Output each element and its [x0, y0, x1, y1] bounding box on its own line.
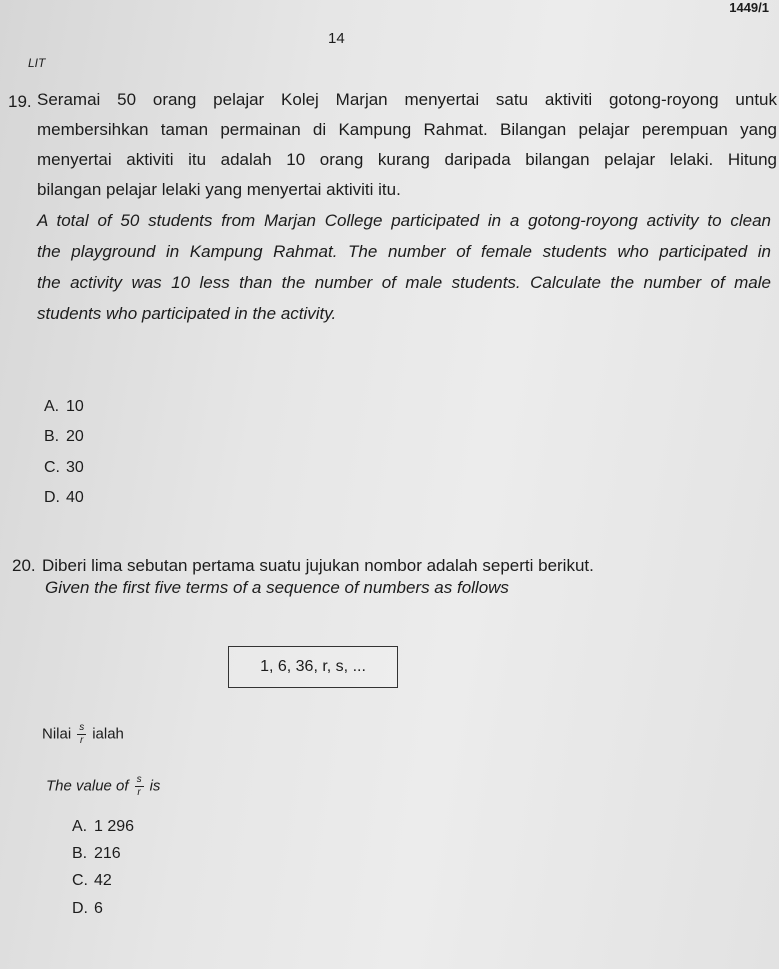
- fraction-denominator: r: [137, 787, 141, 798]
- value-suffix: is: [149, 777, 161, 795]
- question-19-number: 19.: [8, 92, 32, 111]
- option-text: 20: [66, 428, 84, 445]
- option-text: 1 296: [94, 818, 135, 835]
- q19-malay-line: menyertai aktiviti itu adalah 10 orang kurang daripada bilangan pelajar lelaki. Hitung: [37, 150, 777, 169]
- question-20-number: 20.: [12, 556, 36, 575]
- nilai-prefix: Nilai: [42, 725, 72, 743]
- nilai-line: [42, 722, 124, 747]
- fraction-denominator: r: [80, 735, 84, 746]
- option-letter: A.: [44, 398, 60, 415]
- paper-code: 1449/1: [729, 0, 769, 15]
- q20-option-a: [72, 818, 134, 836]
- option-text: 6: [94, 900, 103, 917]
- page-number: 14: [328, 30, 345, 47]
- option-text: 10: [66, 398, 84, 415]
- option-letter: D.: [44, 489, 60, 506]
- value-line: [46, 774, 160, 799]
- nilai-suffix: ialah: [92, 725, 124, 743]
- option-letter: C.: [72, 872, 88, 889]
- q20-option-d: [72, 900, 103, 918]
- q20-option-b: [72, 845, 121, 863]
- option-letter: B.: [44, 428, 60, 445]
- fraction-numerator: s: [136, 774, 142, 785]
- q19-english-line: A total of 50 students from Marjan College participated in a gotong-royong activity to clean: [37, 211, 771, 230]
- q19-english-line: the activity was 10 less than the number of male students. Calculate the number of male: [37, 273, 771, 292]
- option-text: 216: [94, 845, 121, 862]
- q19-malay-line: Seramai 50 orang pelajar Kolej Marjan menyertai satu aktiviti gotong-royong untuk: [37, 90, 777, 109]
- q19-option-a: [44, 398, 84, 416]
- question-19-english: [37, 205, 771, 329]
- fraction-s-over-r: [135, 774, 144, 799]
- option-text: 30: [66, 459, 84, 476]
- option-letter: C.: [44, 459, 60, 476]
- q19-english-line: the playground in Kampung Rahmat. The number of female students who participated in: [37, 242, 771, 261]
- q19-malay-line: membersihkan taman permainan di Kampung Rahmat. Bilangan pelajar perempuan yang: [37, 120, 777, 139]
- q19-option-c: [44, 459, 84, 477]
- sequence-box: 1, 6, 36, r, s, ...: [228, 646, 398, 688]
- option-letter: A.: [72, 818, 88, 835]
- q19-malay-line: bilangan pelajar lelaki yang menyertai aktiviti itu.: [37, 180, 401, 199]
- option-letter: D.: [72, 900, 88, 917]
- question-20-english: Given the first five terms of a sequence of numbers as follows: [45, 578, 509, 597]
- q19-english-line: students who participated in the activity.: [37, 304, 337, 323]
- corner-mark: LIT: [28, 56, 46, 70]
- q20-option-c: [72, 872, 112, 890]
- question-19-malay: [37, 85, 777, 205]
- option-text: 42: [94, 872, 112, 889]
- fraction-s-over-r: [77, 722, 86, 747]
- value-prefix: The value of: [46, 777, 129, 795]
- q19-option-b: [44, 428, 84, 446]
- option-text: 40: [66, 489, 84, 506]
- question-20-malay: Diberi lima sebutan pertama suatu jujukan nombor adalah seperti berikut.: [42, 556, 594, 575]
- fraction-numerator: s: [79, 722, 85, 733]
- q19-option-d: [44, 489, 84, 507]
- option-letter: B.: [72, 845, 88, 862]
